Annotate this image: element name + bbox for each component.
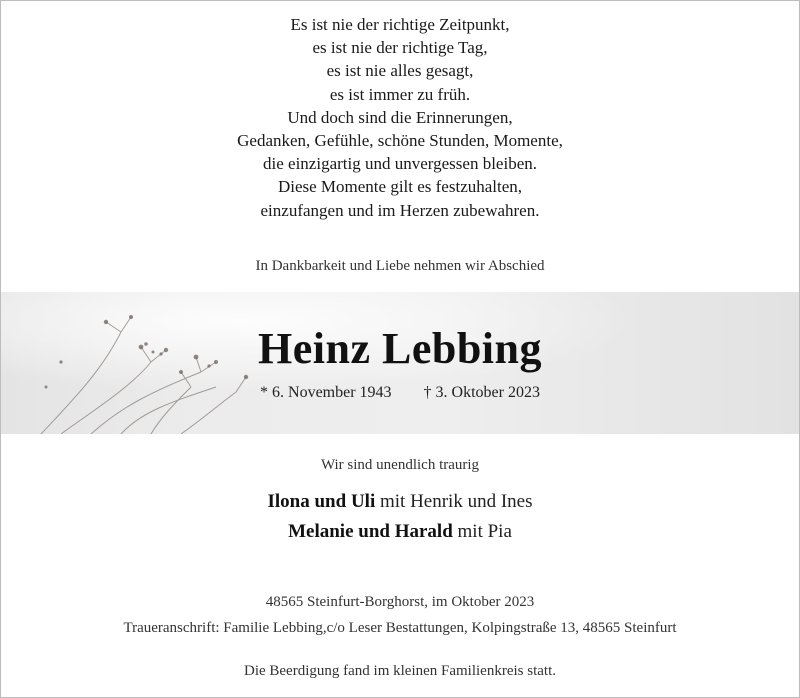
death-date: † 3. Oktober 2023 xyxy=(423,384,540,401)
poem-line: Es ist nie der richtige Zeitpunkt, xyxy=(290,15,510,34)
poem-line: einzufangen und im Herzen zubewahren. xyxy=(260,200,540,220)
family-with: mit Pia xyxy=(457,521,512,542)
family-line xyxy=(1,491,799,513)
poem-line: die einzigartig und unvergessen bleiben. xyxy=(263,154,537,174)
mourning-address: Traueranschrift: Familie Lebbing,c/o Leser Bestattungen, Kolpingstraße 13, 48565 Steinfurt xyxy=(123,620,677,636)
family-line xyxy=(1,521,799,543)
deceased-name: Heinz Lebbing xyxy=(258,324,542,373)
farewell-line: In Dankbarkeit und Liebe nehmen wir Abschied xyxy=(255,258,545,274)
poem-line: Und doch sind die Erinnerungen, xyxy=(287,107,513,127)
poem-line: es ist immer zu früh. xyxy=(329,84,471,104)
family-names: Ilona und Uli xyxy=(267,491,376,512)
poem-line: Gedanken, Gefühle, schöne Stunden, Momente, xyxy=(237,131,563,151)
poem-line: Diese Momente gilt es festzuhalten, xyxy=(277,177,523,197)
family-names: Melanie und Harald xyxy=(288,521,453,542)
poem xyxy=(1,13,799,222)
birth-date: * 6. November 1943 xyxy=(260,384,392,401)
life-dates xyxy=(1,384,799,402)
family-with: mit Henrik und Ines xyxy=(379,491,533,512)
place-date: 48565 Steinfurt-Borghorst, im Oktober 2023 xyxy=(265,594,535,610)
funeral-note: Die Beerdigung fand im kleinen Familienkreis statt. xyxy=(243,663,556,679)
mourning-note: Wir sind unendlich traurig xyxy=(320,457,480,473)
poem-line: es ist nie der richtige Tag, xyxy=(312,38,488,58)
poem-line: es ist nie alles gesagt, xyxy=(326,61,474,81)
